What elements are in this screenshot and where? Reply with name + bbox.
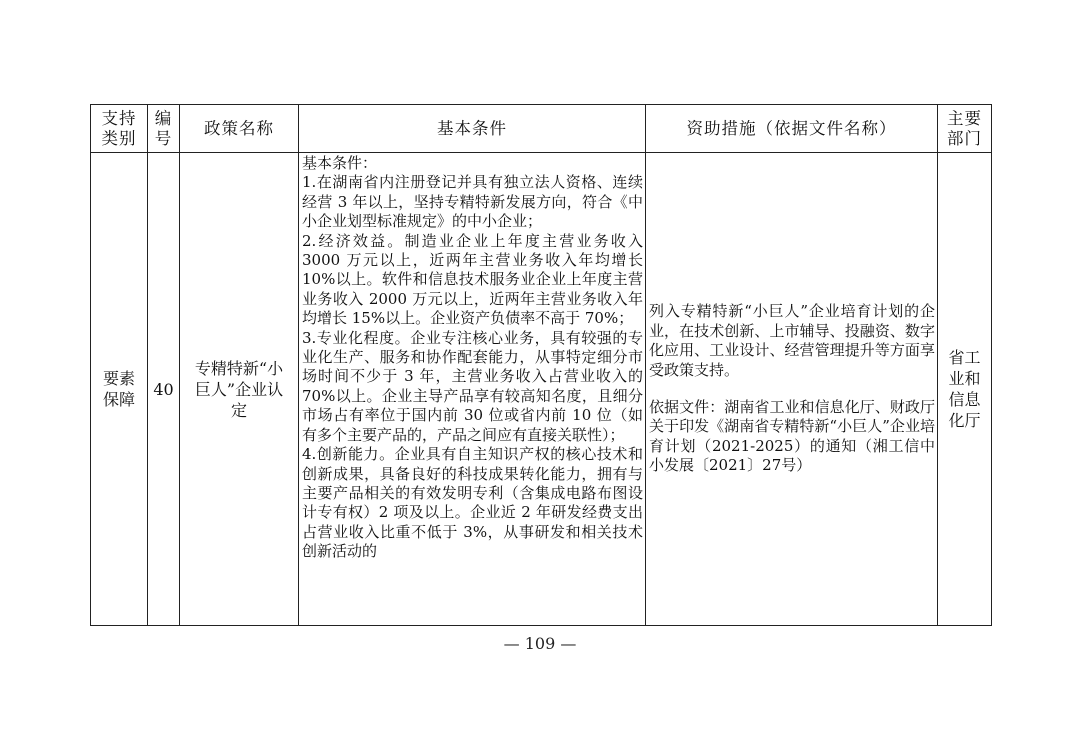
header-measures: 资助措施（依据文件名称） <box>646 105 938 153</box>
header-category: 支持类别 <box>91 105 148 153</box>
measures-cell <box>646 153 938 626</box>
condition-item-3: 3.专业化程度。企业专注核心业务，具有较强的专业化生产、服务和协作配套能力，从事特定细分市场时间不少于 3 年，主营业务收入占营业收入的 70%以上。企业主导产品享有较高知名度，且细分市场占有率位于国内前 30 位或省内前 10 位（如有多个主要产品的，产品之间应有直接关联性）； <box>302 328 643 444</box>
policy-name-cell: 专精特新“小巨人”企业认定 <box>180 153 299 626</box>
header-number: 编号 <box>148 105 180 153</box>
policy-table <box>90 104 992 626</box>
condition-item-1: 1.在湖南省内注册登记并具有独立法人资格、连续经营 3 年以上，坚持专精特新发展方向，符合《中小企业划型标准规定》的中小企业； <box>302 173 643 231</box>
department-cell: 省工业和信息化厅 <box>938 153 992 626</box>
conditions-heading: 基本条件： <box>302 154 378 172</box>
condition-item-4: 4.创新能力。企业具有自主知识产权的核心技术和创新成果，具备良好的科技成果转化能力，拥有与主要产品相关的有效发明专利（含集成电路布图设计专有权）2 项及以上。企业近 2 年研发经费支出占营业收入比重不低于 3%，从事研发和相关技术创新活动的 <box>302 445 643 561</box>
condition-item-2: 2.经济效益。制造业企业上年度主营业务收入 3000 万元以上，近两年主营业务收入年均增长 10%以上。软件和信息技术服务业企业上年度主营业务收入 2000 万元以上，近两年主营业务收入年均增长 15%以上。企业资产负债率不高于 70%； <box>302 231 643 328</box>
measures-text: 列入专精特新“小巨人”企业培育计划的企业，在技术创新、上市辅导、投融资、数字化应用、工业设计、经营管理提升等方面享受政策支持。 <box>649 302 935 379</box>
header-conditions: 基本条件 <box>299 105 646 153</box>
basis-document-text: 依据文件：湖南省工业和信息化厅、财政厅关于印发《湖南省专精特新“小巨人”企业培育计划（2021-2025）的通知（湘工信中小发展〔2021〕27号） <box>649 398 935 475</box>
category-cell: 要素保障 <box>91 153 148 626</box>
table-row <box>91 153 992 626</box>
header-department: 主要部门 <box>938 105 992 153</box>
header-policy-name: 政策名称 <box>180 105 299 153</box>
table-header-row <box>91 105 992 153</box>
number-cell: 40 <box>148 153 180 626</box>
conditions-cell <box>299 153 646 626</box>
page-number: — 109 — <box>503 634 577 653</box>
